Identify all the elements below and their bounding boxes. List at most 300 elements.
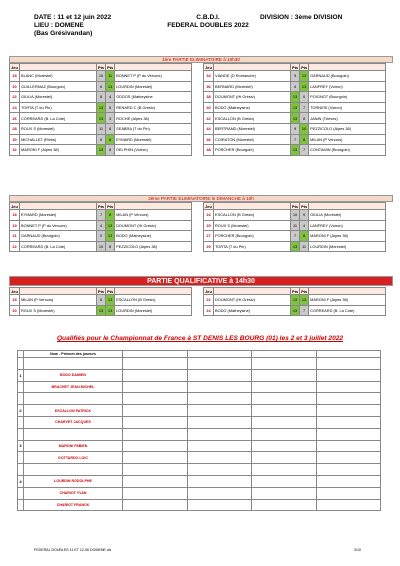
team-a: BODO (Matheysine)	[214, 305, 291, 316]
table-header-row	[204, 64, 386, 71]
team-a: BERTRAND (Morestel)	[214, 123, 291, 134]
score-a: 13	[291, 92, 300, 103]
match-row	[204, 305, 386, 316]
pts-header: Pts	[292, 203, 299, 209]
team-b: PEZZICOLO (Alpes 38)	[115, 241, 192, 252]
score-b: 13	[106, 295, 115, 306]
blank-cell	[252, 499, 317, 511]
pts-header: Pts	[292, 64, 299, 70]
match-row	[204, 113, 386, 124]
blank-cell	[252, 475, 317, 487]
blank-cell	[123, 416, 188, 428]
section3-table-right	[203, 287, 386, 316]
team-a: ROUX S (Morestel)	[20, 123, 97, 134]
team-header	[214, 64, 291, 71]
player-name: ESCALLON PATRICK	[24, 405, 123, 417]
score-a: 13	[291, 113, 300, 124]
team-number: 2	[18, 405, 24, 417]
game-number: 44	[204, 123, 214, 134]
blank-cell	[316, 381, 381, 393]
team-b: GARNAUD (Bourgoin)	[309, 71, 386, 82]
blank-cell	[316, 428, 381, 440]
match-row	[204, 81, 386, 92]
score-b: 7	[300, 102, 309, 113]
blank-cell	[252, 351, 317, 358]
score-b: 9	[300, 210, 309, 221]
team-header	[309, 64, 386, 71]
blank-cell	[316, 452, 381, 464]
game-number: 24	[204, 305, 214, 316]
team-a: EYMARD (Morestel)	[20, 210, 97, 221]
blank-cell	[187, 475, 252, 487]
game-number: 18	[10, 295, 20, 306]
team-b: CORREARD (B. La Cote)	[309, 305, 386, 316]
team-b: RENARD C (B Grésiv)	[115, 102, 192, 113]
blank-cell	[252, 452, 317, 464]
match-row	[204, 92, 386, 103]
team-a: BLANC (Morestel)	[20, 71, 97, 82]
blank-cell	[316, 475, 381, 487]
team-a: PORCHER (Bourgoin)	[214, 145, 291, 156]
player-name: CHARVET JACQUES	[24, 416, 123, 428]
team-a: TORTA (T du Pin)	[20, 102, 97, 113]
qualified-table	[17, 350, 381, 511]
score-b: 8	[106, 134, 115, 145]
game-number: 32	[10, 145, 20, 156]
score-b: 8	[106, 210, 115, 221]
player-name: CHARIOT FRANCK	[24, 499, 123, 511]
jeu-header: Jeu	[205, 288, 212, 294]
team-number: 4	[18, 475, 24, 487]
jeu-header: Jeu	[11, 64, 18, 70]
team-b: EYMARD (Morestel)	[115, 134, 192, 145]
score-b: 8	[300, 113, 309, 124]
blank-cell	[187, 499, 252, 511]
game-number: 38	[204, 92, 214, 103]
blank-cell	[316, 358, 381, 370]
match-row	[10, 220, 192, 231]
blank-cell	[252, 487, 317, 499]
section2-table	[9, 202, 192, 252]
player-name: CHARIOT YVAN	[24, 487, 123, 499]
match-row	[204, 220, 386, 231]
game-number: 48	[204, 145, 214, 156]
jeu-header: Jeu	[205, 203, 212, 209]
team-header	[20, 64, 97, 71]
blank-cell	[316, 416, 381, 428]
team-b: LANFREY (Voiron)	[309, 220, 386, 231]
team-b: MARONI F (Alpes 38)	[309, 231, 386, 242]
team-b: POIGNOT (Bourgoin)	[309, 92, 386, 103]
blank-cell	[187, 369, 252, 381]
blank-cell	[316, 440, 381, 452]
name-header: Nom - Prénom des joueurs	[24, 351, 123, 358]
game-number: 46	[204, 134, 214, 145]
match-row	[10, 305, 192, 316]
match-row	[204, 231, 386, 242]
qualified-row	[18, 475, 381, 487]
team-a: BONNET P (P du Vercors)	[20, 220, 97, 231]
team-header	[214, 288, 291, 295]
score-b: 8	[300, 134, 309, 145]
blank-cell	[123, 440, 188, 452]
game-number: 34	[204, 71, 214, 82]
player-name: GOTTARDO LOIC	[24, 452, 123, 464]
game-number: 40	[204, 102, 214, 113]
match-row	[204, 241, 386, 252]
team-b: LOURDIN (Morestel)	[115, 81, 192, 92]
team-b: LOURDIN (Morestel)	[309, 241, 386, 252]
section2-title: 2ème PARTIE ELIMINATOIRE le DIMANCHE à 10h	[9, 195, 393, 202]
score-b: 13	[300, 81, 309, 92]
division: DIVISION : 3ème DIVISION	[260, 14, 343, 21]
game-number: 30	[10, 134, 20, 145]
score-a: 13	[97, 113, 106, 124]
game-number: 20	[10, 305, 20, 316]
match-row	[10, 113, 192, 124]
blank-cell	[187, 358, 252, 370]
blank-cell	[123, 351, 188, 358]
pts-header: Pts	[292, 288, 299, 294]
blank-cell	[316, 369, 381, 381]
blank-cell	[252, 393, 317, 405]
score-b: 4	[106, 92, 115, 103]
score-a: 6	[97, 81, 106, 92]
footer-filename: FEDERAL DOUBLES 11 ET 12-06 DOMENE.xls	[34, 548, 112, 552]
team-a: MARONI F (Alpes 38)	[20, 145, 97, 156]
organizer: C.B.D.I.	[196, 14, 220, 21]
page-header	[34, 14, 374, 38]
score-b: 0	[300, 92, 309, 103]
score-b: 11	[300, 241, 309, 252]
score-b: 8	[300, 231, 309, 242]
jeu-header: Jeu	[205, 64, 212, 70]
team-header	[20, 203, 97, 210]
blank-cell	[316, 464, 381, 476]
team-header	[115, 203, 192, 210]
score-a: 9	[291, 71, 300, 82]
qualified-row	[18, 416, 381, 428]
score-a: 13	[97, 305, 106, 316]
player-name	[24, 358, 123, 370]
pts-header: Pts	[301, 64, 308, 70]
team-a: GUILLERMAZ (Bourgoin)	[20, 81, 97, 92]
score-b: 8	[106, 145, 115, 156]
score-b: 5	[106, 102, 115, 113]
blank-cell	[316, 351, 381, 358]
team-header	[309, 288, 386, 295]
blank-cell	[187, 440, 252, 452]
score-b: 10	[300, 123, 309, 134]
match-row	[10, 71, 192, 82]
score-a: 6	[97, 134, 106, 145]
game-number: 22	[204, 295, 214, 306]
team-b: DELPHIN (Voiron)	[115, 145, 192, 156]
game-number: 29	[204, 241, 214, 252]
score-a: 8	[97, 295, 106, 306]
match-row	[10, 92, 192, 103]
blank-cell	[187, 351, 252, 358]
team-b: LANFREY (Voiron)	[309, 81, 386, 92]
qualified-row	[18, 393, 381, 405]
score-a: 13	[97, 145, 106, 156]
qualified-header-row	[18, 351, 381, 358]
pts-header: Pts	[107, 288, 114, 294]
match-row	[10, 134, 192, 145]
match-row	[10, 145, 192, 156]
game-number: 26	[10, 113, 20, 124]
footer-page: 3/10	[354, 548, 361, 552]
score-b: 8	[106, 241, 115, 252]
blank-cell	[187, 452, 252, 464]
team-b: LOURDIN (Morestel)	[115, 305, 192, 316]
blank-cell	[123, 381, 188, 393]
team-b: ROCHE (Alpes 38)	[115, 113, 192, 124]
score-a: 0	[97, 231, 106, 242]
team-header	[20, 288, 97, 295]
score-b: 13	[106, 305, 115, 316]
score-a: 7	[97, 210, 106, 221]
team-b: JANIN (Trièves)	[309, 113, 386, 124]
team-b: CONTAMIN (Bourgoin)	[309, 145, 386, 156]
blank-cell	[316, 499, 381, 511]
score-b: 13	[300, 295, 309, 306]
qualified-row	[18, 369, 381, 381]
score-a: 13	[291, 305, 300, 316]
blank-cell	[123, 499, 188, 511]
score-a: 11	[291, 220, 300, 231]
pts-header: Pts	[301, 203, 308, 209]
team-a: BERNARD (Morestel)	[214, 81, 291, 92]
qualified-title: Qualifiés pour le Championnat de France à ST DENIS LES BOURG (01) les 2 et 3 juillet 2022	[56, 335, 344, 342]
qualified-row	[18, 405, 381, 417]
blank-cell	[252, 369, 317, 381]
team-a: ESCALLON (B Grésiv)	[214, 210, 291, 221]
blank-cell	[123, 475, 188, 487]
team-b: MARONI F (Alpes 38)	[309, 295, 386, 306]
event-name: FEDERAL DOUBLES 2022	[167, 22, 249, 29]
team-a: MICHALLET (Rives)	[20, 134, 97, 145]
blank-cell	[187, 381, 252, 393]
score-b: 6	[106, 123, 115, 134]
blank-cell	[123, 487, 188, 499]
player-name: BRACHET JEAN MICHEL	[24, 381, 123, 393]
match-row	[204, 102, 386, 113]
match-row	[10, 102, 192, 113]
table-header-row	[10, 64, 192, 71]
game-number: 24	[204, 210, 214, 221]
team-a: ROUX S (Morestel)	[214, 220, 291, 231]
game-number: 36	[204, 81, 214, 92]
blank-cell	[252, 416, 317, 428]
qualified-row	[18, 464, 381, 476]
blank-cell	[252, 440, 317, 452]
game-number: 42	[204, 113, 214, 124]
score-b: 13	[106, 231, 115, 242]
team-header	[115, 64, 192, 71]
pts-header: Pts	[107, 64, 114, 70]
score-b: 3	[106, 113, 115, 124]
blank-cell	[123, 393, 188, 405]
qualified-row	[18, 487, 381, 499]
score-a: 13	[291, 241, 300, 252]
game-number: 22	[10, 92, 20, 103]
team-a: CORREARD (B. La Cote)	[20, 241, 97, 252]
score-a: 13	[97, 102, 106, 113]
team-b: ODDOS (Matheysine	[115, 92, 192, 103]
team-b: GIULIA (Morestel)	[309, 210, 386, 221]
player-name: BODO DAMIEN	[24, 369, 123, 381]
match-row	[204, 134, 386, 145]
player-name	[24, 393, 123, 405]
team-b: ESCALLON (B Grésiv)	[115, 295, 192, 306]
section1-table	[9, 63, 192, 156]
score-b: 13	[300, 71, 309, 82]
team-header	[309, 203, 386, 210]
pts-header: Pts	[98, 288, 105, 294]
qualified-row	[18, 452, 381, 464]
team-a: COIRATON (Morestel)	[214, 134, 291, 145]
score-a: 10	[97, 71, 106, 82]
score-a: 10	[291, 210, 300, 221]
blank-cell	[123, 405, 188, 417]
score-a: 4	[291, 81, 300, 92]
score-b: 13	[106, 81, 115, 92]
team-b: BONNET P (P du Vercors)	[115, 71, 192, 82]
score-b: 11	[106, 71, 115, 82]
match-row	[204, 210, 386, 221]
game-number: 27	[204, 231, 214, 242]
match-row	[10, 241, 192, 252]
section1-title: 1ère PARTIE ELIMINATOIRE à 16h30	[9, 56, 393, 63]
score-a: 7	[291, 231, 300, 242]
score-a: 11	[97, 123, 106, 134]
match-row	[10, 123, 192, 134]
blank-cell	[316, 487, 381, 499]
blank-cell	[123, 452, 188, 464]
team-b: DOUMONT (Ht Grésiv)	[115, 220, 192, 231]
team-a: MILAN (P Vercors)	[20, 295, 97, 306]
team-number: 3	[18, 440, 24, 452]
blank-cell	[187, 428, 252, 440]
score-a: 13	[291, 295, 300, 306]
blank-cell	[187, 464, 252, 476]
blank-cell	[123, 358, 188, 370]
blank-cell	[252, 381, 317, 393]
game-number: 24	[10, 102, 20, 113]
team-header	[115, 288, 192, 295]
score-a: 4	[97, 220, 106, 231]
match-row	[10, 231, 192, 242]
team-a: DOUMONT (Ht Grésiv)	[214, 295, 291, 306]
blank-cell	[187, 405, 252, 417]
team-a: VIANDE (D Romanche)	[214, 71, 291, 82]
jeu-header: Jeu	[11, 288, 18, 294]
score-b: 7	[300, 145, 309, 156]
blank-cell	[252, 428, 317, 440]
qualified-row	[18, 440, 381, 452]
qualified-row	[18, 499, 381, 511]
match-row	[204, 71, 386, 82]
game-number: 22	[10, 241, 20, 252]
match-row	[204, 295, 386, 306]
score-a: 13	[291, 102, 300, 113]
team-a: TORTA (T du Pin)	[214, 241, 291, 252]
game-number: 18	[10, 210, 20, 221]
blank-cell	[252, 405, 317, 417]
blank-cell	[316, 393, 381, 405]
blank-cell	[187, 416, 252, 428]
team-a: BODO (Matheysine)	[214, 102, 291, 113]
blank-cell	[123, 464, 188, 476]
team-header	[214, 203, 291, 210]
team-a: ROUX S (Morestel)	[20, 305, 97, 316]
pts-header: Pts	[301, 288, 308, 294]
match-row	[204, 145, 386, 156]
game-number: 20	[10, 81, 20, 92]
score-b: 4	[300, 220, 309, 231]
table-header-row	[10, 203, 192, 210]
qualified-row	[18, 358, 381, 370]
blank-cell	[252, 464, 317, 476]
team-a: PORCHER (Bourgoin)	[214, 231, 291, 242]
match-row	[10, 210, 192, 221]
pts-header: Pts	[98, 64, 105, 70]
table-header-row	[204, 203, 386, 210]
qualified-row	[18, 381, 381, 393]
blank-cell	[187, 393, 252, 405]
score-a: 13	[291, 145, 300, 156]
game-number: 25	[204, 220, 214, 231]
score-b: 7	[300, 305, 309, 316]
section1-table-right	[203, 63, 386, 156]
team-a: DOUMONT (Ht Grésiv)	[214, 92, 291, 103]
table-header-row	[204, 288, 386, 295]
blank-cell	[316, 405, 381, 417]
team-b: MILAN (P Vercors)	[115, 210, 192, 221]
game-number: 21	[10, 231, 20, 242]
team-a: GARNAUD (Bourgoin)	[20, 231, 97, 242]
score-a: 8	[97, 92, 106, 103]
blank-cell	[187, 487, 252, 499]
pts-header: Pts	[98, 203, 105, 209]
pts-header: Pts	[107, 203, 114, 209]
event-date: DATE : 11 et 12 juin 2022	[34, 14, 112, 21]
event-location: LIEU : DOMENE	[34, 22, 84, 29]
blank-cell	[123, 428, 188, 440]
section2-table-right	[203, 202, 386, 252]
team-a: ESCALLON (B Grésiv)	[214, 113, 291, 124]
team-b: PEZZICOLO (Alpes 38)	[309, 123, 386, 134]
event-sublocation: (Bas Grésivandan)	[34, 30, 93, 37]
score-a: 10	[97, 241, 106, 252]
score-b: 13	[106, 220, 115, 231]
blank-cell	[252, 358, 317, 370]
team-b: TORNESI (Voiron)	[309, 102, 386, 113]
player-name: MARONI FABIEN	[24, 440, 123, 452]
team-a: CORREARD (B. La Cote)	[20, 113, 97, 124]
team-b: SEABRA (T du Pin)	[115, 123, 192, 134]
match-row	[204, 123, 386, 134]
game-number: 28	[10, 123, 20, 134]
team-b: MILAN (P Vercors)	[309, 134, 386, 145]
game-number: 18	[10, 71, 20, 82]
table-header-row	[10, 288, 192, 295]
team-a: GIULIA (Morestel)	[20, 92, 97, 103]
section3-title: PARTIE QUALIFICATIVE à 14h30	[9, 276, 393, 286]
section3-table	[9, 287, 192, 316]
blank-cell	[123, 369, 188, 381]
